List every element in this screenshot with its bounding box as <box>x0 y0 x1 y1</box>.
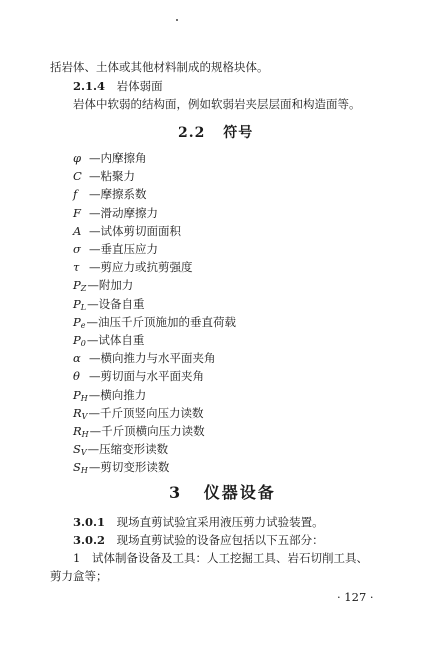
symbol-row <box>73 333 144 351</box>
symbol-subscript: 0 <box>80 339 86 348</box>
symbol: σ <box>73 242 81 256</box>
symbol-description: —内摩擦角 <box>89 151 147 165</box>
clause-3-0-2 <box>73 533 324 547</box>
symbol: τ <box>73 260 80 275</box>
page-number-text: · 127 · <box>337 590 374 604</box>
clause-body: 岩体中软弱的结构面，例如软弱岩夹层层面和构造面等。 <box>73 97 361 111</box>
clause-text: 现场直剪试验宜采用液压剪力试验装置。 <box>116 515 324 529</box>
symbol-description: —油压千斤顶施加的垂直荷载 <box>86 314 236 329</box>
symbol-description: —千斤顶竖向压力读数 <box>88 405 204 420</box>
symbol-description: —滑动摩擦力 <box>89 205 158 220</box>
section-heading <box>178 126 253 140</box>
symbol-description: —设备自重 <box>87 296 145 311</box>
clause-3-0-1 <box>73 515 324 529</box>
symbol-row <box>73 388 146 406</box>
symbol-description: —压缩变形读数 <box>87 442 169 457</box>
symbol-row <box>73 369 204 383</box>
symbol-subscript: H <box>80 466 88 476</box>
symbol-description: —横向推力与水平面夹角 <box>89 351 216 366</box>
symbol-row <box>73 260 193 274</box>
symbol-description: —千斤顶横向压力读数 <box>89 424 205 438</box>
symbol-row <box>73 424 205 442</box>
symbol-row <box>73 206 158 220</box>
section-number: 2.2 <box>178 125 206 141</box>
symbol-row <box>73 315 236 333</box>
symbol-subscript: V <box>81 411 88 421</box>
symbol-subscript: Z <box>80 284 87 294</box>
symbol: P <box>73 387 81 402</box>
symbol: α <box>73 351 81 366</box>
symbol: R <box>73 405 82 420</box>
clause-number: 3.0.2 <box>73 533 106 547</box>
symbol: S <box>73 442 81 457</box>
symbol-row <box>73 242 158 256</box>
symbol-description: —剪切面与水平面夹角 <box>89 369 204 384</box>
page-number <box>337 590 374 604</box>
symbol-description: —剪切变形读数 <box>88 460 170 475</box>
chapter-heading <box>169 483 276 502</box>
section-title: 符号 <box>223 125 254 141</box>
clause-number: 2.1.4 <box>73 79 106 93</box>
clause-text: 现场直剪试验的设备应包括以下五部分： <box>116 533 324 547</box>
clause-number: 3.0.1 <box>73 515 106 529</box>
symbol: φ <box>73 151 82 165</box>
symbol-description: —垂直压应力 <box>89 242 158 256</box>
symbol: F <box>73 205 81 220</box>
clause-2-1-4-body <box>73 97 361 111</box>
scan-speck <box>176 19 178 21</box>
symbol-description: —摩擦系数 <box>89 187 147 202</box>
symbol: P <box>73 278 81 293</box>
clause-2-1-4-heading <box>73 79 163 93</box>
symbol: P <box>73 296 81 311</box>
symbol-row <box>73 278 133 296</box>
symbol: θ <box>73 369 80 384</box>
symbol: S <box>73 460 81 475</box>
list-item-text: 试体制备设备及工具：人工挖掘工具、岩石切削工具、 <box>91 551 368 565</box>
symbol-description: —试体自重 <box>86 333 145 347</box>
continuation-text <box>50 60 269 74</box>
symbol-subscript: H <box>81 430 89 439</box>
list-item-text-continued: 剪力盒等； <box>50 569 108 583</box>
symbol-row <box>73 406 203 424</box>
symbol-description: —附加力 <box>87 278 134 293</box>
symbol-row <box>73 151 147 165</box>
symbol-description: —剪应力或抗剪强度 <box>89 260 193 275</box>
symbol-description: —横向推力 <box>88 387 147 402</box>
symbol-subscript: L <box>80 302 87 312</box>
list-item-number: 1 <box>73 551 81 565</box>
symbol-subscript: H <box>80 393 88 403</box>
chapter-title: 仪器设备 <box>203 483 276 502</box>
symbol: A <box>73 223 82 238</box>
symbol: f <box>73 187 78 202</box>
symbol: C <box>73 169 82 184</box>
chapter-number: 3 <box>169 483 183 502</box>
symbol: P <box>73 314 81 329</box>
clause-title: 岩体弱面 <box>116 79 163 93</box>
symbol-description: —试体剪切面面积 <box>89 223 181 238</box>
list-item-1-continued <box>50 569 108 583</box>
symbol: R <box>73 424 82 438</box>
symbol-description: —粘聚力 <box>89 169 135 184</box>
symbol-row <box>73 224 181 238</box>
symbol: P <box>73 333 81 347</box>
symbol-row <box>73 442 168 460</box>
symbol-row <box>73 297 145 315</box>
symbol-row <box>73 460 169 478</box>
symbol-row <box>73 351 216 365</box>
symbol-subscript: e <box>80 320 86 330</box>
list-item-1 <box>73 551 368 565</box>
continuation-text-content: 括岩体、土体或其他材料制成的规格块体。 <box>50 60 269 74</box>
symbol-subscript: V <box>80 448 87 458</box>
symbol-row <box>73 187 147 201</box>
symbol-row <box>73 169 135 183</box>
